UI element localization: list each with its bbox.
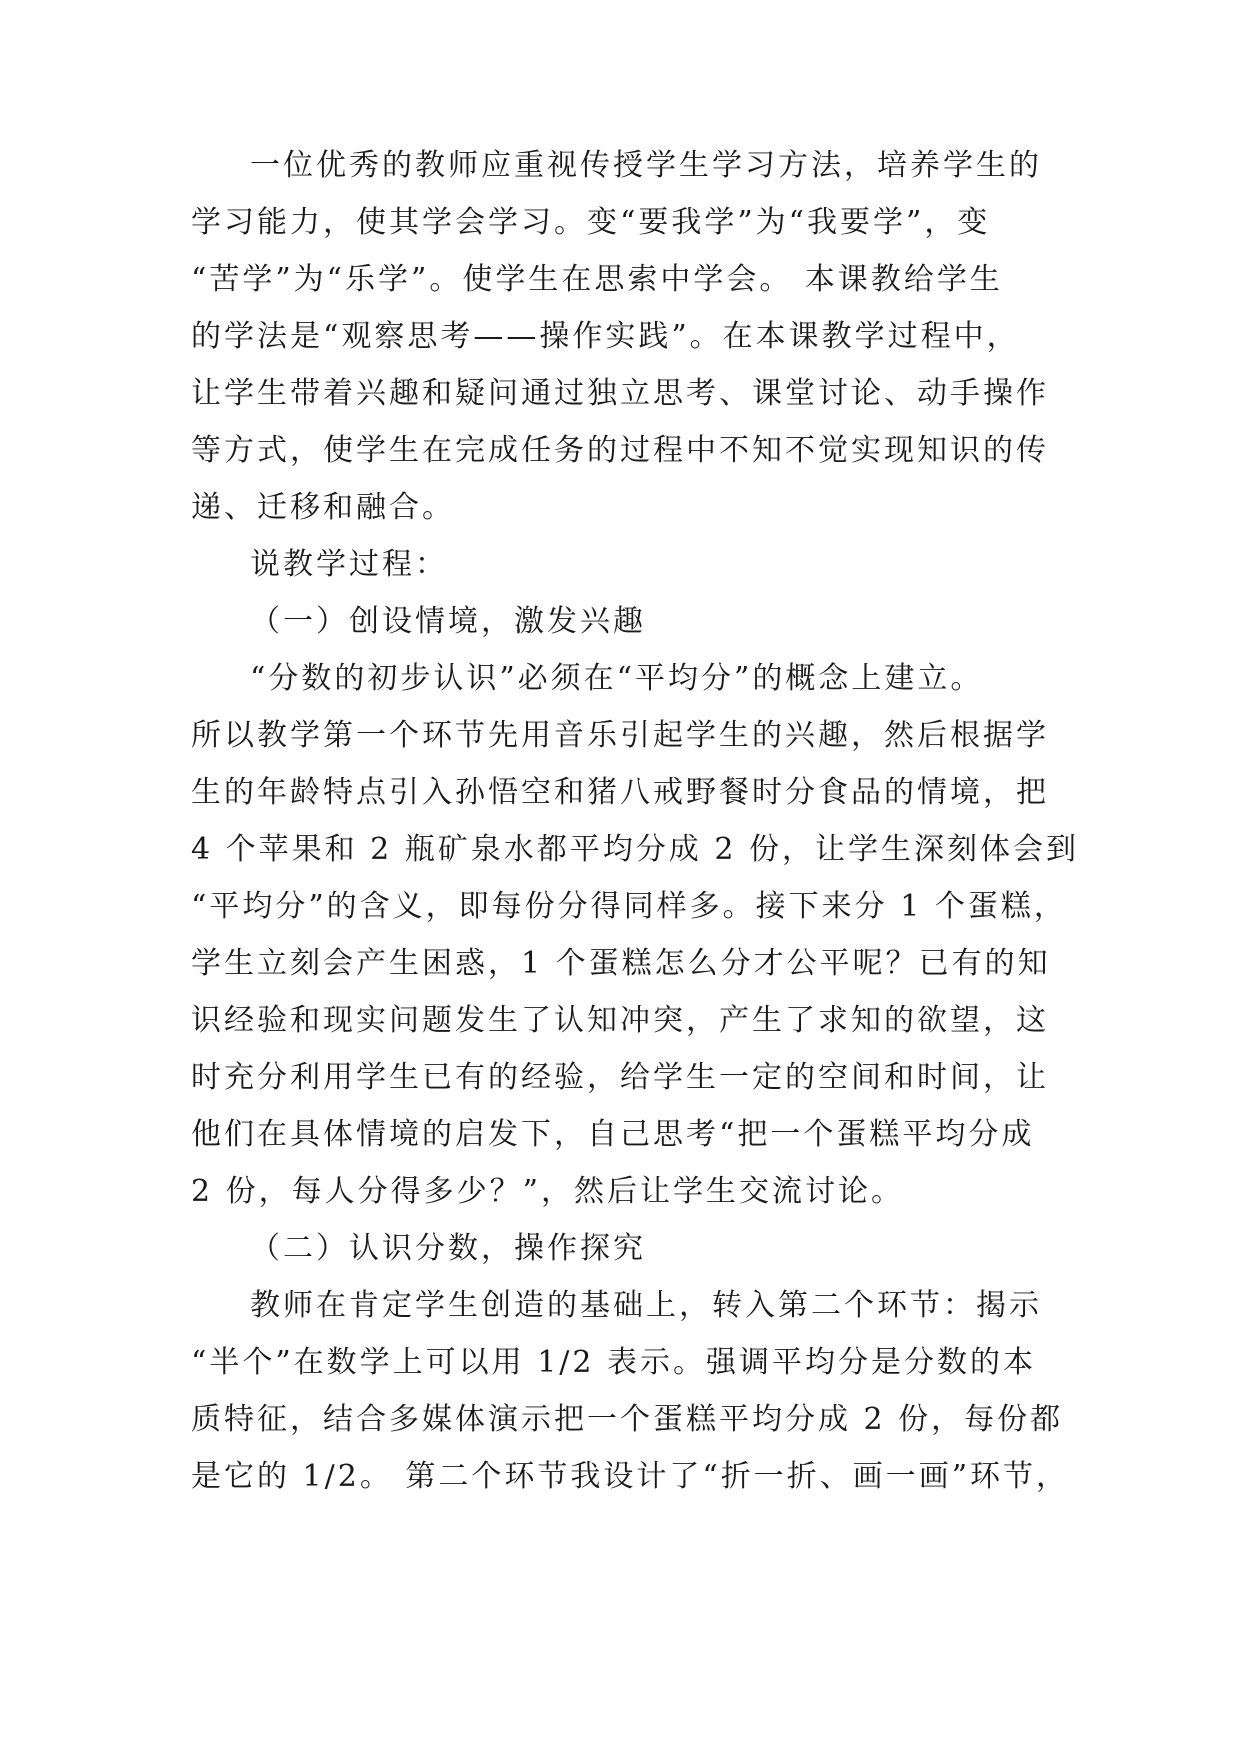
text-line: “平均分”的含义，即每份分得同样多。接下来分 1 个蛋糕， bbox=[191, 889, 1067, 924]
text-line: 等方式，使学生在完成任务的过程中不知不觉实现知识的传 bbox=[191, 433, 1049, 468]
text-line: 时充分利用学生已有的经验，给学生一定的空间和时间，让 bbox=[191, 1060, 1049, 1095]
text-line: 2 份，每人分得多少？”，然后让学生交流讨论。 bbox=[191, 1174, 904, 1209]
section-heading: 说教学过程： bbox=[250, 547, 448, 582]
text-line: 学习能力，使其学会学习。变“要我学”为“我要学”，变 bbox=[191, 205, 991, 240]
text-line: 学生立刻会产生困惑，1 个蛋糕怎么分才公平呢？已有的知 bbox=[191, 946, 1051, 981]
text-line: 所以教学第一个环节先用音乐引起学生的兴趣，然后根据学 bbox=[191, 718, 1049, 753]
text-line: 4 个苹果和 2 瓶矿泉水都平均分成 2 份，让学生深刻体会到 bbox=[191, 832, 1079, 867]
subsection-heading: （二）认识分数，操作探究 bbox=[250, 1231, 646, 1266]
text-line: 的学法是“观察思考——操作实践”。在本课教学过程中， bbox=[191, 319, 1020, 354]
text-line: “苦学”为“乐学”。使学生在思索中学会。 本课教给学生 bbox=[191, 262, 1003, 297]
text-line: 生的年龄特点引入孙悟空和猪八戒野餐时分食品的情境，把 bbox=[191, 775, 1049, 810]
text-line: 识经验和现实问题发生了认知冲突，产生了求知的欲望，这 bbox=[191, 1003, 1049, 1038]
text-line: 一位优秀的教师应重视传授学生学习方法，培养学生的 bbox=[250, 148, 1042, 183]
text-line: “分数的初步认识”必须在“平均分”的概念上建立。 bbox=[250, 661, 984, 696]
text-line: 递、迁移和融合。 bbox=[191, 490, 455, 525]
text-line: 让学生带着兴趣和疑问通过独立思考、课堂讨论、动手操作 bbox=[191, 376, 1049, 411]
text-line: “半个”在数学上可以用 1/2 表示。强调平均分是分数的本 bbox=[191, 1345, 1037, 1380]
subsection-heading: （一）创设情境，激发兴趣 bbox=[250, 604, 646, 639]
text-line: 是它的 1/2。 第二个环节我设计了“折一折、画一画”环节， bbox=[191, 1459, 1070, 1494]
text-line: 他们在具体情境的启发下，自己思考“把一个蛋糕平均分成 bbox=[191, 1117, 1035, 1152]
text-line: 教师在肯定学生创造的基础上，转入第二个环节：揭示 bbox=[250, 1288, 1042, 1323]
text-line: 质特征，结合多媒体演示把一个蛋糕平均分成 2 份，每份都 bbox=[191, 1402, 1064, 1437]
